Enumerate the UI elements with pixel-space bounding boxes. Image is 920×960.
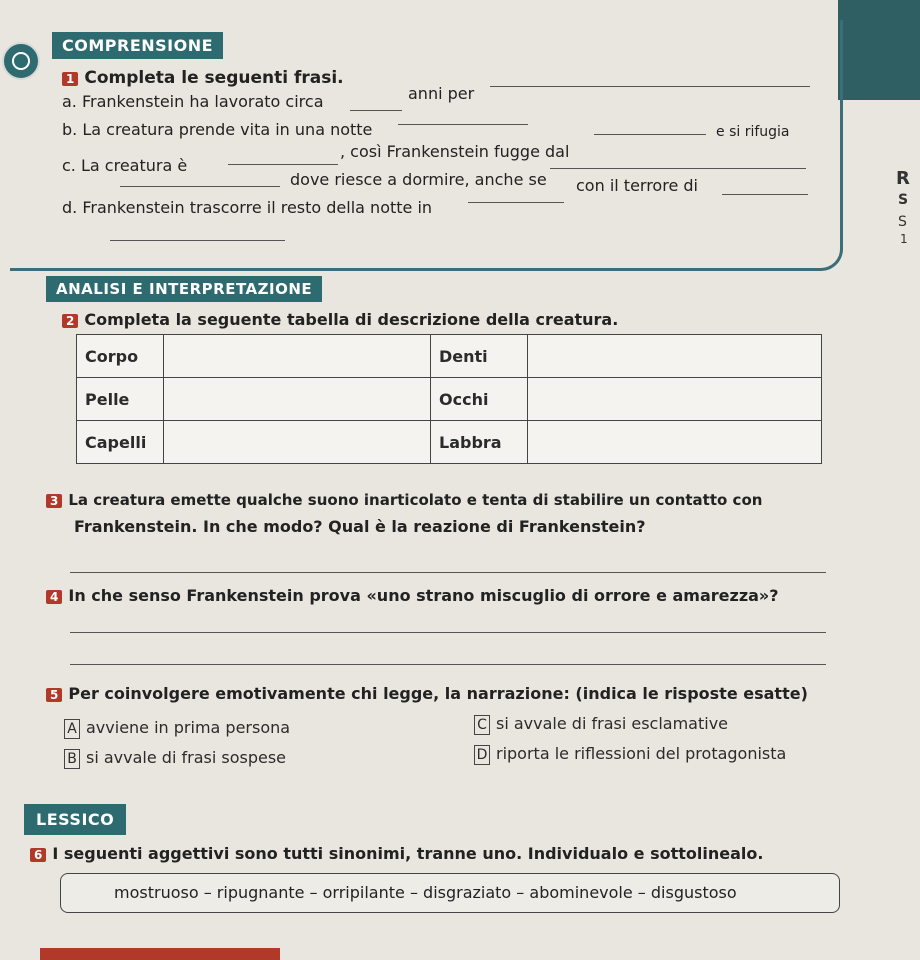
option-text: si avvale di frasi sospese xyxy=(86,748,286,767)
q1a xyxy=(62,92,324,111)
q3-text2: Frankenstein. In che modo? Qual è la reazione di Frankenstein? xyxy=(74,517,646,536)
q4-text: In che senso Frankenstein prova «uno strano miscuglio di orrore e amarezza»? xyxy=(68,586,779,605)
answer-line[interactable] xyxy=(398,124,528,125)
q2-text: Completa la seguente tabella di descrizione della creatura. xyxy=(84,310,619,329)
option-letter[interactable]: B xyxy=(64,749,80,769)
answer-line[interactable] xyxy=(228,164,338,165)
q1c-label: c. xyxy=(62,156,76,175)
option-c[interactable] xyxy=(474,714,728,735)
table-label: Denti xyxy=(431,335,528,378)
q1b-label: b. xyxy=(62,120,78,139)
section-logo-icon xyxy=(2,42,40,80)
q5-text: Per coinvolgere emotivamente chi legge, la narrazione: (indica le risposte esatte) xyxy=(68,684,808,703)
option-letter[interactable]: D xyxy=(474,745,490,765)
side-letter: S xyxy=(898,214,907,230)
q1c-text1: La creatura è xyxy=(80,156,188,175)
q4-heading xyxy=(46,586,779,605)
answer-line[interactable] xyxy=(70,664,826,665)
option-text: avviene in prima persona xyxy=(86,718,291,737)
q1-text: Completa le seguenti frasi. xyxy=(84,68,344,88)
table-label: Pelle xyxy=(77,378,164,421)
option-d[interactable] xyxy=(474,744,786,765)
q2-heading xyxy=(62,310,618,329)
answer-line[interactable] xyxy=(120,186,280,187)
option-letter[interactable]: C xyxy=(474,715,490,735)
q1b xyxy=(62,120,372,139)
option-b[interactable] xyxy=(64,748,286,769)
answer-line[interactable] xyxy=(594,134,706,135)
q6-text: I seguenti aggettivi sono tutti sinonimi, tranne uno. Individualo e sottolinealo. xyxy=(52,844,764,863)
answer-line[interactable] xyxy=(468,202,564,203)
table-answer-cell[interactable] xyxy=(528,421,822,464)
answer-line[interactable] xyxy=(550,168,806,169)
table-answer-cell[interactable] xyxy=(528,378,822,421)
option-letter[interactable]: A xyxy=(64,719,80,739)
q5-number: 5 xyxy=(46,688,62,702)
table-label: Capelli xyxy=(77,421,164,464)
word-list[interactable]: mostruoso – ripugnante – orripilante – disgraziato – abominevole – disgustoso xyxy=(114,883,737,902)
q1c xyxy=(62,156,187,175)
q2-number: 2 xyxy=(62,314,78,328)
q1-number: 1 xyxy=(62,72,78,86)
q1c-text3: e si rifugia xyxy=(716,124,790,140)
q4-number: 4 xyxy=(46,590,62,604)
q1a-label: a. xyxy=(62,92,77,111)
q1a-text1: Frankenstein ha lavorato circa xyxy=(81,92,324,111)
table-row xyxy=(77,335,822,378)
q3-number: 3 xyxy=(46,494,62,508)
answer-line[interactable] xyxy=(110,240,285,241)
table-label: Labbra xyxy=(431,421,528,464)
q3-line1 xyxy=(46,491,762,509)
table-answer-cell[interactable] xyxy=(164,378,431,421)
answer-line[interactable] xyxy=(70,572,826,573)
q1d-text2: con il terrore di xyxy=(576,176,698,195)
q1d-text1: Frankenstein trascorre il resto della notte in xyxy=(82,198,433,217)
option-text: riporta le riflessioni del protagonista xyxy=(496,744,787,763)
answer-line[interactable] xyxy=(722,194,808,195)
comprehension-title: COMPRENSIONE xyxy=(52,32,223,59)
table-row xyxy=(77,421,822,464)
lessico-title: LESSICO xyxy=(24,804,126,835)
description-table xyxy=(76,334,822,464)
q1c-text4: dove riesce a dormire, anche se xyxy=(290,170,547,189)
answer-line[interactable] xyxy=(350,110,402,111)
side-letter: S xyxy=(898,192,909,208)
q1c-text2: , così Frankenstein fugge dal xyxy=(340,142,570,161)
q1-heading xyxy=(62,68,344,88)
table-label: Corpo xyxy=(77,335,164,378)
table-row xyxy=(77,378,822,421)
q6-heading xyxy=(30,844,763,863)
corner-decoration xyxy=(838,0,920,100)
option-text: si avvale di frasi esclamative xyxy=(496,714,729,733)
table-label: Occhi xyxy=(431,378,528,421)
bottom-decoration xyxy=(40,948,280,960)
q1d xyxy=(62,198,432,217)
answer-line[interactable] xyxy=(70,632,826,633)
option-a[interactable] xyxy=(64,718,290,739)
table-answer-cell[interactable] xyxy=(164,335,431,378)
q1d-label: d. xyxy=(62,198,78,217)
q6-number: 6 xyxy=(30,848,46,862)
q3-text1: La creatura emette qualche suono inarticolato e tenta di stabilire un contatto con xyxy=(68,491,763,509)
table-answer-cell[interactable] xyxy=(164,421,431,464)
q1a-text2: anni per xyxy=(408,84,475,103)
q5-heading xyxy=(46,684,808,703)
side-letter: 1 xyxy=(900,232,908,246)
side-letter: R xyxy=(896,168,910,189)
table-answer-cell[interactable] xyxy=(528,335,822,378)
analysis-title: ANALISI E INTERPRETAZIONE xyxy=(46,276,322,302)
q1b-text: La creatura prende vita in una notte xyxy=(82,120,373,139)
answer-line[interactable] xyxy=(490,86,810,87)
